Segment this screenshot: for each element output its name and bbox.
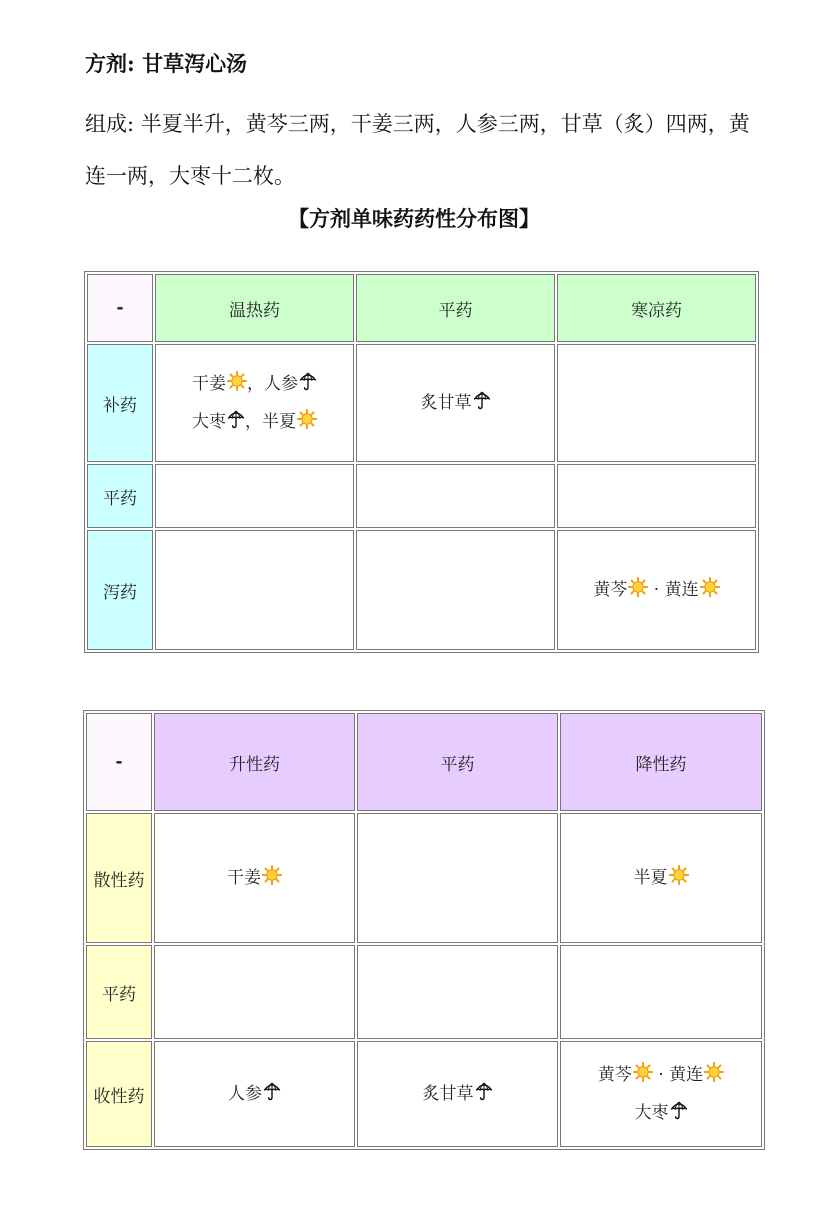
herb-name: 半夏 (262, 412, 296, 432)
herb-cell (560, 945, 762, 1039)
herb-separator: · (652, 1065, 670, 1085)
herb-name: 干姜 (192, 374, 226, 394)
corner-cell: - (87, 274, 153, 342)
formula-composition: 组成: 半夏半升，黄芩三两，干姜三两，人参三两，甘草（炙）四两，黄连一两，大枣十二枚。 (85, 112, 750, 188)
table-header-row (87, 274, 756, 342)
column-header-descending: 降性药 (560, 713, 762, 811)
row-header-neutral: 平药 (87, 464, 153, 528)
umbrella-icon (670, 1100, 688, 1120)
herb-entry (421, 393, 491, 413)
herb-separator: · (648, 580, 665, 600)
herb-separator: ， (247, 374, 264, 394)
herb-cell (357, 813, 558, 943)
herb-name: 黄芩 (597, 1065, 632, 1085)
herb-line (561, 865, 761, 891)
herb-cell (356, 464, 555, 528)
herb-cell (154, 813, 355, 943)
herb-separator: ， (245, 412, 262, 432)
herb-entry (192, 374, 264, 394)
herb-line (155, 1081, 354, 1107)
formula-title: 方剂: 甘草泻心汤 (85, 51, 248, 76)
row-header-neutral: 平药 (86, 945, 152, 1039)
herb-line (358, 1081, 557, 1107)
row-header-dispersing: 散性药 (86, 813, 152, 943)
umbrella-icon (299, 371, 317, 391)
column-header-cool: 寒凉药 (557, 274, 756, 342)
herb-entry (192, 412, 262, 432)
herb-line (561, 1100, 761, 1126)
herb-cell (155, 344, 354, 462)
herb-cell (154, 1041, 355, 1147)
corner-cell: - (86, 713, 152, 811)
chart-title: 【方剂单味药药性分布图】 (288, 206, 540, 231)
herb-line (156, 409, 353, 435)
herb-entry (669, 1065, 724, 1085)
herb-entry (423, 1084, 493, 1104)
herb-cell (557, 344, 756, 462)
herb-entry (262, 412, 317, 432)
herb-name: 炙甘草 (420, 393, 472, 413)
column-header-neutral: 平药 (357, 713, 558, 811)
herb-name: 大枣 (192, 412, 226, 432)
sun-icon (704, 1062, 724, 1082)
column-header-warm: 温热药 (155, 274, 354, 342)
herb-cell (557, 530, 756, 650)
herb-cell (357, 945, 558, 1039)
table-row (87, 344, 756, 462)
herb-line (357, 390, 554, 416)
herb-name: 大枣 (634, 1103, 669, 1123)
herb-line (561, 1062, 761, 1088)
herb-name: 人参 (264, 374, 298, 394)
herb-name: 黄芩 (593, 580, 628, 600)
umbrella-icon (475, 1081, 493, 1101)
herb-entry (264, 374, 317, 394)
column-header-ascending: 升性药 (154, 713, 355, 811)
property-table-temperature (84, 271, 759, 653)
herb-cell (557, 464, 756, 528)
table-row (87, 464, 756, 528)
sun-icon (227, 371, 247, 391)
property-table-direction (83, 710, 765, 1150)
herb-name: 半夏 (633, 868, 668, 888)
sun-icon (700, 577, 720, 597)
sun-icon (628, 577, 648, 597)
herb-entry (635, 1103, 688, 1123)
sun-icon (297, 409, 317, 429)
row-header-astringent: 收性药 (86, 1041, 152, 1147)
herb-cell (155, 464, 354, 528)
herb-entry (593, 580, 664, 600)
table-row (86, 813, 762, 943)
herb-name: 人参 (228, 1084, 262, 1104)
umbrella-icon (227, 409, 245, 429)
herb-cell (154, 945, 355, 1039)
table-row (86, 1041, 762, 1147)
sun-icon (669, 865, 689, 885)
herb-entry (227, 868, 282, 888)
herb-name: 炙甘草 (422, 1084, 474, 1104)
table-row (87, 530, 756, 650)
herb-cell (560, 813, 762, 943)
herb-name: 干姜 (227, 868, 261, 888)
herb-entry (228, 1084, 281, 1104)
row-header-tonify: 补药 (87, 344, 153, 462)
herb-cell (357, 1041, 558, 1147)
umbrella-icon (473, 390, 491, 410)
herb-line (155, 865, 354, 891)
sun-icon (262, 865, 282, 885)
herb-line (558, 577, 755, 603)
table-row (86, 945, 762, 1039)
herb-entry (665, 580, 720, 600)
herb-name: 黄连 (669, 1065, 704, 1085)
table-header-row (86, 713, 762, 811)
herb-cell (356, 530, 555, 650)
herb-cell (356, 344, 555, 462)
herb-name: 黄连 (664, 580, 699, 600)
sun-icon (633, 1062, 653, 1082)
herb-cell (560, 1041, 762, 1147)
herb-cell (155, 530, 354, 650)
herb-line (156, 371, 353, 397)
row-header-purge: 泻药 (87, 530, 153, 650)
herb-entry (634, 868, 689, 888)
herb-entry (598, 1065, 669, 1085)
column-header-neutral: 平药 (356, 274, 555, 342)
umbrella-icon (263, 1081, 281, 1101)
